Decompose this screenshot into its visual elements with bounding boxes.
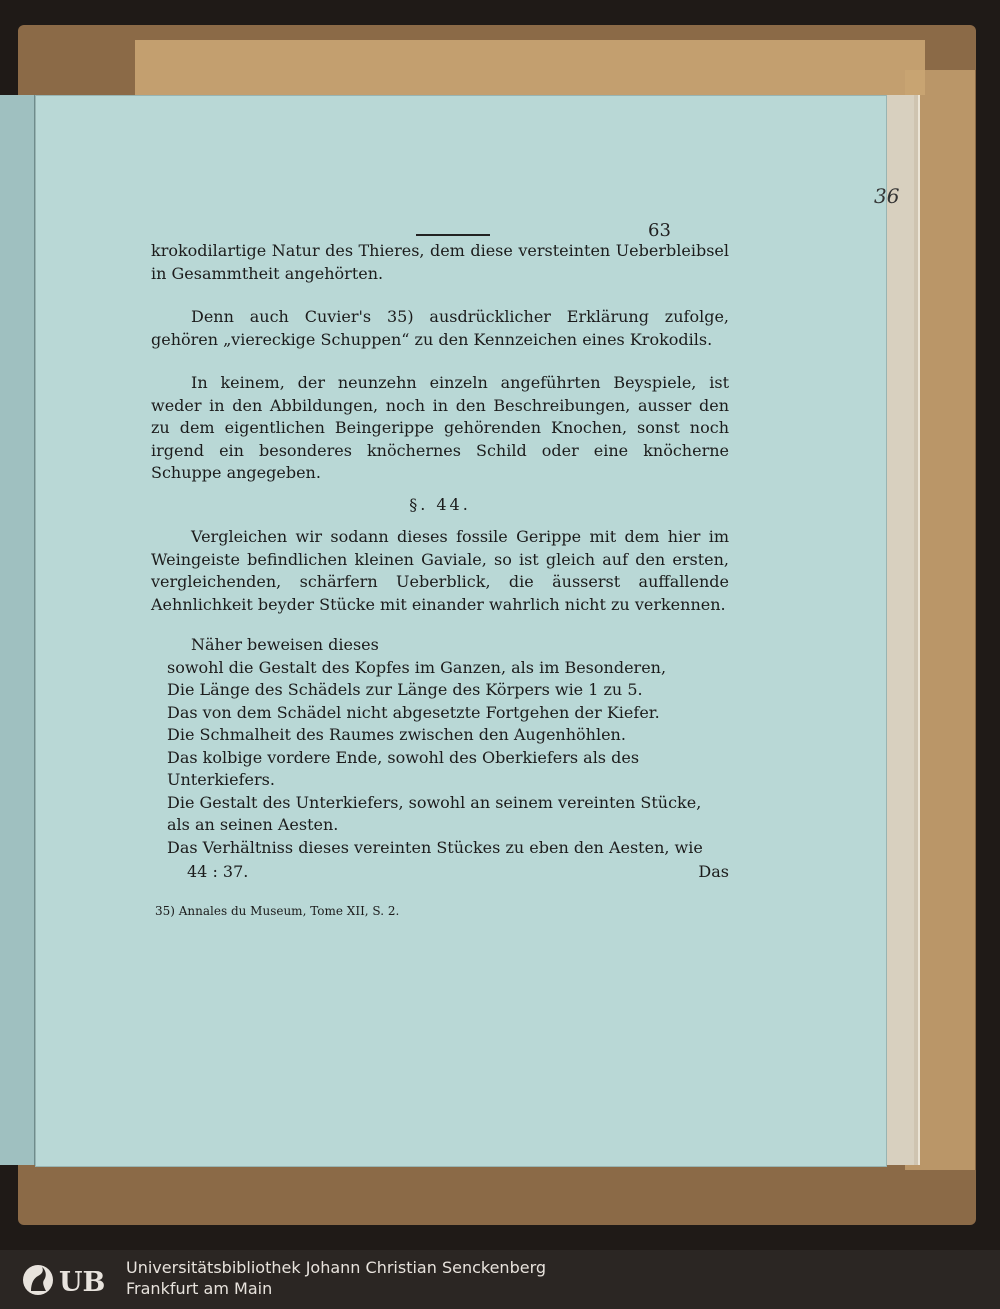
paragraph-3: In keinem, der neunzehn einzeln angeführten Beyspiele, ist weder in den Abbildungen, noch in den Beschreibungen, ausser den zu dem eigentlichen Beingerippe gehörenden Knochen, sonst noch irgend ein besonderes knöchernes Schild oder eine knöcherne Schuppe angegeben. [151,373,729,482]
footer-line-2: Frankfurt am Main [126,1279,273,1298]
paragraph-4: Vergleichen wir sodann dieses fossile Gerippe mit dem hier im Weingeiste befindlichen kleinen Gaviale, so ist gleich auf den ersten, vergleichenden, schärfern Ueberblick, die äusserst auffallende Aehnlichkeit beyder Stücke mit einander wahrlich nicht zu verkennen. [151,527,729,614]
section-heading: §. 44. [409,494,471,514]
pencil-page-mark: 36 [874,184,900,208]
list-item: Die Länge des Schädels zur Länge des Körpers wie 1 zu 5. [167,680,643,699]
list-item: Die Gestalt des Unterkiefers, sowohl an seinem vereinten Stücke, als an seinen Aesten. [167,792,702,834]
list-item: Das kolbige vordere Ende, sowohl des Oberkiefers als des Unterkiefers. [167,747,640,789]
footer-text [126,1257,546,1299]
paragraph-1: krokodilartige Natur des Thieres, dem diese versteinten Ueberbleibsel in Gesammtheit angehörten. [151,241,729,283]
list-item: sowohl die Gestalt des Kopfes im Ganzen, als im Besonderen, [167,657,667,677]
top-tape [135,40,925,95]
list-item: Das Verhältniss dieses vereinten Stückes zu eben den Aesten, wie [167,837,703,857]
page-number: 63 [648,220,671,241]
evidence-list [151,634,729,884]
page-body [151,240,729,922]
left-page-edge [0,95,36,1165]
ratio-value: 44 : 37. [187,862,249,881]
paragraph-2: Denn auch Cuvier's 35) ausdrücklicher Erklärung zufolge, gehören „viereckige Schuppen“ zu den Kennzeichen eines Krokodils. [151,307,729,349]
footnote: 35) Annales du Museum, Tome XII, S. 2. [155,903,400,918]
header-rule [416,234,490,236]
library-footer [0,1250,1000,1309]
library-logo-icon [22,1261,118,1299]
catchword: Das [698,862,729,881]
logo-text: UB [59,1267,106,1298]
book-page [36,96,900,1166]
list-intro: Näher beweisen dieses [191,635,379,654]
footer-line-1: Universitätsbibliothek Johann Christian Senckenberg [126,1258,547,1277]
list-item: Das von dem Schädel nicht abgesetzte Fortgehen der Kiefer. [167,702,660,722]
list-item: Die Schmalheit des Raumes zwischen den Augenhöhlen. [167,725,626,744]
